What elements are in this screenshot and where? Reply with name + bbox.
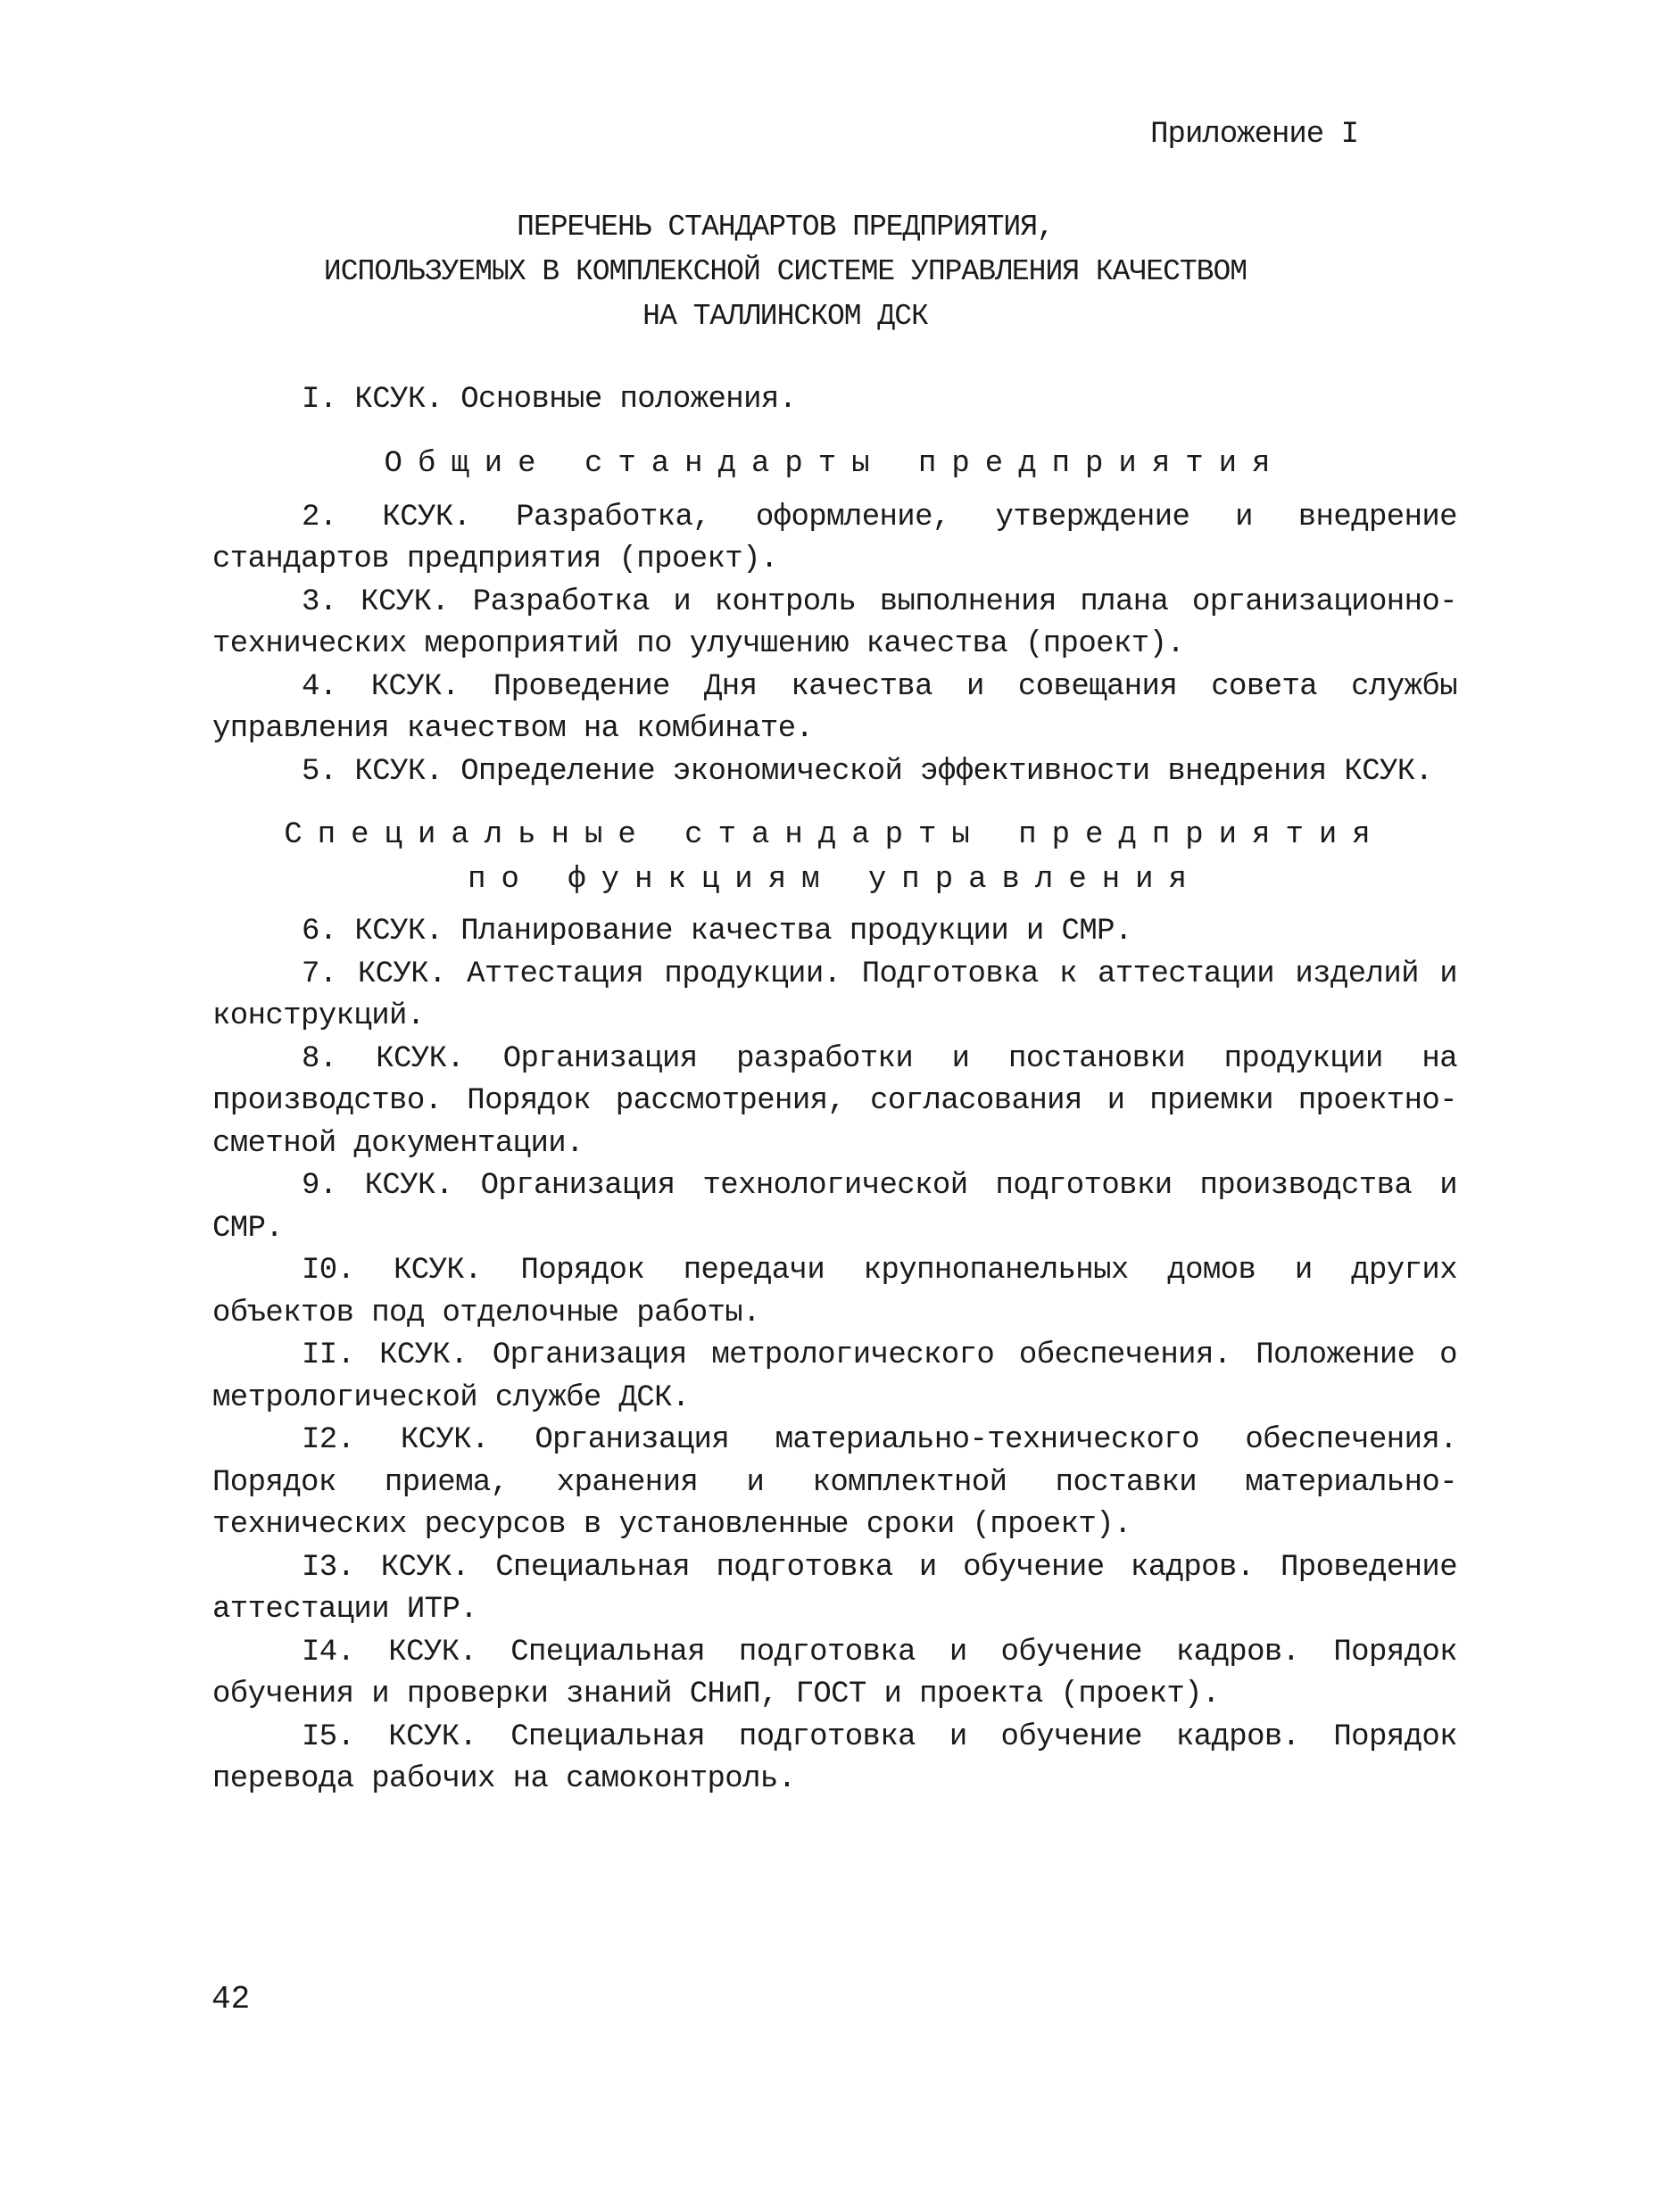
- list-item: 3. КСУК. Разработка и контроль выполнения плана организационно-технических мероприятий по улучшению качества (проект).: [212, 584, 1457, 661]
- list-item: I4. КСУК. Специальная подготовка и обучение кадров. Порядок обучения и проверки знаний СНиП, ГОСТ и проекта (проект).: [212, 1635, 1457, 1711]
- section-heading-general: Общие стандарты предприятия: [384, 446, 1286, 481]
- list-item: 7. КСУК. Аттестация продукции. Подготовка к аттестации изделий и конструкций.: [212, 957, 1457, 1033]
- list-item: I3. КСУК. Специальная подготовка и обучение кадров. Проведение аттестации ИТР.: [212, 1550, 1457, 1627]
- list-item: II. КСУК. Организация метрологического обеспечения. Положение о метрологической службе ДСК.: [212, 1338, 1457, 1415]
- list-item: 8. КСУК. Организация разработки и постановки продукции на производство. Порядок рассмотрения, согласования и приемки проектно-сметной документации.: [212, 1041, 1457, 1161]
- section-heading-special-line-2: по функциям управления: [468, 863, 1202, 897]
- title-line-3: НА ТАЛЛИНСКОМ ДСК: [642, 300, 928, 333]
- list-item: 4. КСУК. Проведение Дня качества и совещания совета службы управления качеством на комбинате.: [212, 669, 1457, 746]
- list-item: I5. КСУК. Специальная подготовка и обучение кадров. Порядок перевода рабочих на самоконтроль.: [212, 1719, 1457, 1796]
- section-heading-special: [212, 813, 1457, 902]
- list-item: I2. КСУК. Организация материально-технического обеспечения. Порядок приема, хранения и комплектной поставки материально-технических ресурсов в установленные сроки (проект).: [212, 1423, 1457, 1542]
- document-title: [214, 205, 1356, 339]
- list-item: 2. КСУК. Разработка, оформление, утверждение и внедрение стандартов предприятия (проект).: [212, 500, 1457, 576]
- page-number: 42: [211, 1981, 251, 2017]
- title-line-1: ПЕРЕЧЕНЬ СТАНДАРТОВ ПРЕДПРИЯТИЯ,: [517, 211, 1054, 244]
- list-item: 9. КСУК. Организация технологической подготовки производства и СМР.: [212, 1169, 1457, 1246]
- standards-list: [212, 379, 1457, 1802]
- section-heading-special-line-1: Специальные стандарты предприятия: [284, 818, 1386, 852]
- appendix-label: Приложение I: [1150, 118, 1358, 152]
- list-item: 6. КСУК. Планирование качества продукции и СМР.: [302, 915, 1132, 949]
- list-item: 5. КСУК. Определение экономической эффективности внедрения КСУК.: [302, 754, 1433, 789]
- list-item: I0. КСУК. Порядок передачи крупнопанельных домов и других объектов под отделочные работы.: [212, 1254, 1457, 1330]
- list-item: I. КСУК. Основные положения.: [302, 383, 797, 417]
- title-line-2: ИСПОЛЬЗУЕМЫХ В КОМПЛЕКСНОЙ СИСТЕМЕ УПРАВЛЕНИЯ КАЧЕСТВОМ: [323, 255, 1247, 288]
